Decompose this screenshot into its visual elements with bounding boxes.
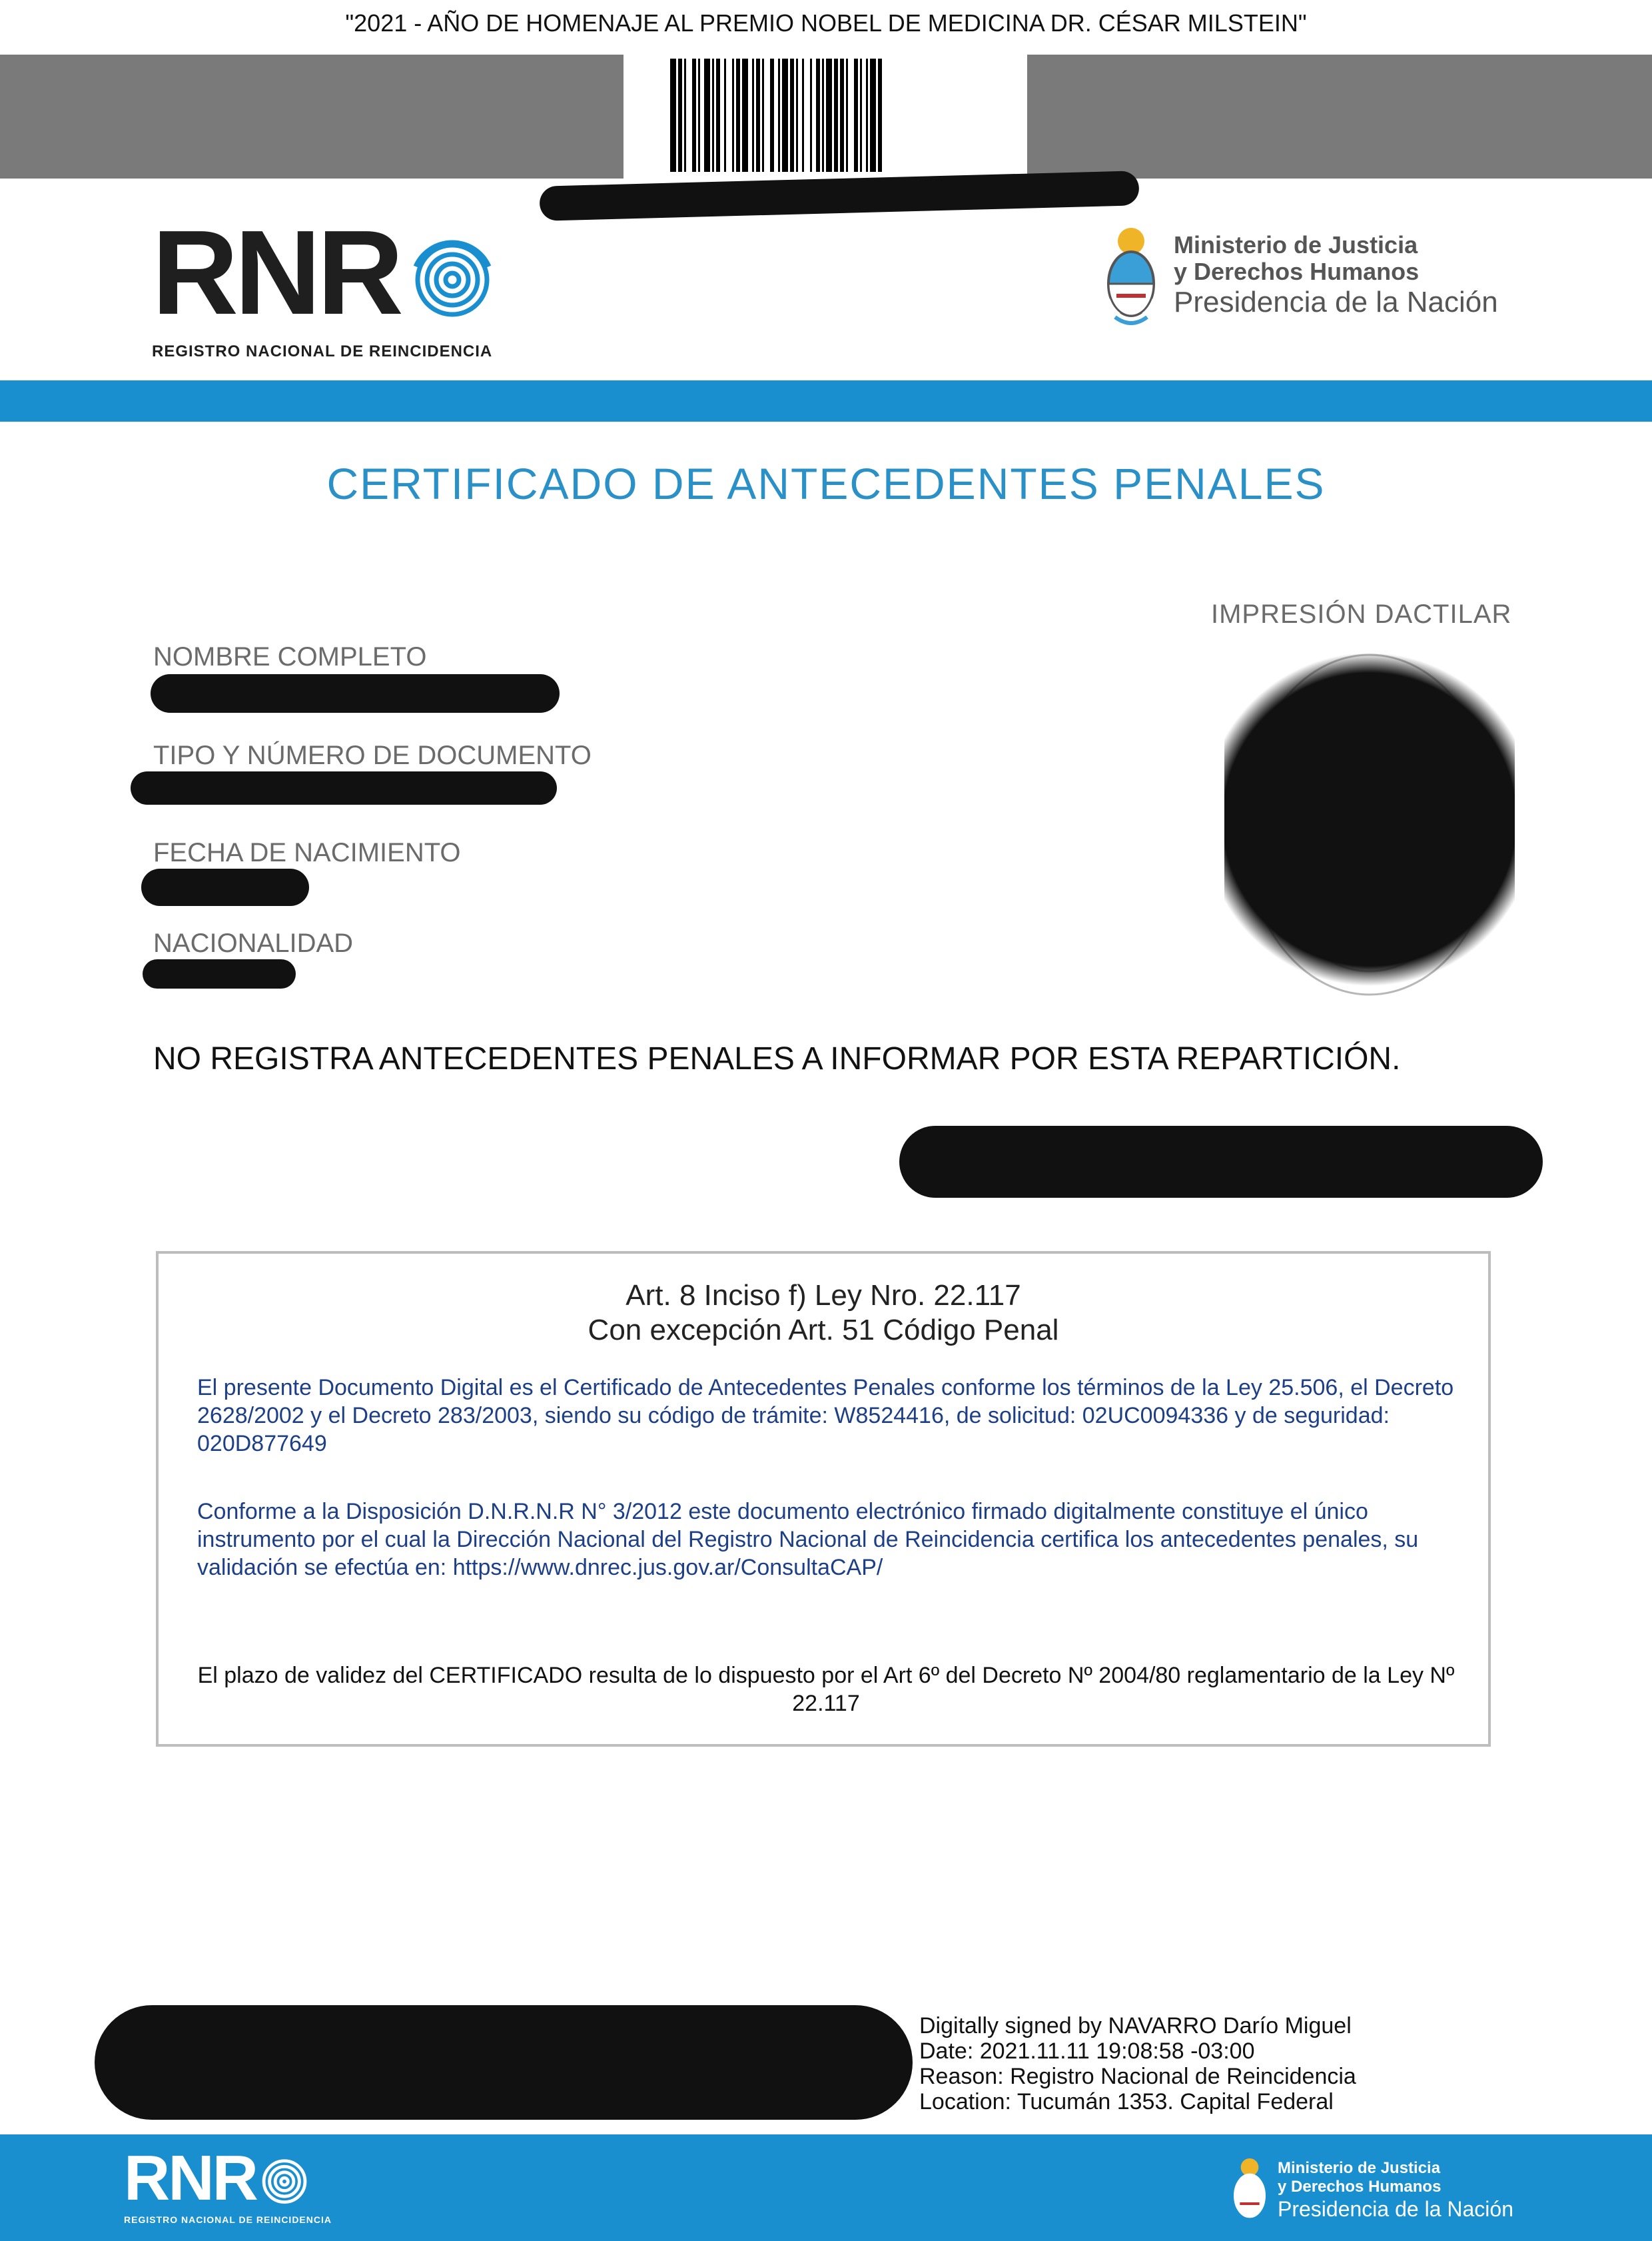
footer-fingerprint-logo-icon — [258, 2153, 311, 2206]
legal-heading-2: Con excepción Art. 51 Código Penal — [588, 1314, 1059, 1346]
footer-ministry-line-2: y Derechos Humanos — [1278, 2178, 1442, 2196]
barcode-bar — [834, 59, 838, 172]
legal-paragraph-1: El presente Documento Digital es el Certificado de Antecedentes Penales conforme los términos de la Ley 25.506, el Decreto 2628/2002 y el Decreto 283/2003, siendo su código de trámite: W8524416, de solicitud: 02UC0094336 y de seguridad: 020D877649 — [197, 1375, 1454, 1456]
barcode-bar — [870, 59, 876, 172]
barcode — [623, 55, 1027, 179]
barcode-bar — [716, 59, 720, 172]
footer-band — [0, 2134, 1652, 2241]
signature-line-1: Digitally signed by NAVARRO Darío Miguel — [919, 2013, 1352, 2038]
rnr-logo — [152, 206, 525, 360]
legal-heading-1: Art. 8 Inciso f) Ley Nro. 22.117 — [625, 1279, 1021, 1312]
barcode-bar — [704, 59, 710, 172]
validity-notice: El plazo de validez del CERTIFICADO resulta de lo dispuesto por el Art 6º del Decreto Nº 2004/80 reglamentario de la Ley Nº 22.117 — [197, 1663, 1455, 1716]
digital-signature — [919, 2013, 1356, 2114]
footer-coat-of-arms-icon — [1231, 2154, 1268, 2226]
ministry-logo — [1103, 223, 1503, 342]
barcode-bar — [860, 59, 862, 172]
barcode-bar — [692, 59, 696, 172]
coat-of-arms-icon — [1103, 223, 1159, 329]
document-title: CERTIFICADO DE ANTECEDENTES PENALES — [326, 459, 1326, 508]
barcode-bar — [816, 59, 820, 172]
barcode-bar — [678, 59, 682, 172]
barcode-bar — [840, 59, 844, 172]
result-statement: NO REGISTRA ANTECEDENTES PENALES A INFORMAR POR ESTA REPARTICIÓN. — [153, 1041, 1401, 1077]
barcode-bar — [724, 59, 726, 172]
barcode-bar — [762, 59, 764, 172]
signature-line-3: Reason: Registro Nacional de Reincidencia — [919, 2064, 1356, 2089]
barcode-bar — [756, 59, 760, 172]
legal-notice-box — [156, 1251, 1491, 1747]
barcode-bar — [822, 59, 824, 172]
ministry-line-1: Ministerio de Justicia — [1174, 231, 1418, 258]
barcode-bar — [736, 59, 740, 172]
barcode-bar — [826, 59, 832, 172]
footer-rnr-logo-subtitle: REGISTRO NACIONAL DE REINCIDENCIA — [124, 2214, 332, 2225]
barcode-bar — [778, 59, 780, 172]
barcode-bar — [854, 59, 858, 172]
barcode-bar — [790, 59, 794, 172]
ministry-line-3: Presidencia de la Nación — [1174, 286, 1498, 318]
footer-ministry-logo — [1231, 2154, 1513, 2226]
footer-ministry-line-1: Ministerio de Justicia — [1278, 2159, 1441, 2177]
barcode-bar — [712, 59, 714, 172]
barcode-bar — [878, 59, 882, 172]
barcode-bar — [770, 59, 774, 172]
barcode-bar — [670, 59, 676, 172]
field-label-document: TIPO Y NÚMERO DE DOCUMENTO — [153, 741, 592, 770]
barcode-bar — [698, 59, 700, 172]
barcode-bar — [796, 59, 798, 172]
barcode-bar — [810, 59, 812, 172]
footer-rnr-logo-text: RNR — [124, 2142, 256, 2214]
barcode-bar — [742, 59, 748, 172]
barcode-bar — [866, 59, 868, 172]
barcode-bar — [684, 59, 686, 172]
ministry-line-2: y Derechos Humanos — [1174, 258, 1420, 285]
rnr-logo-text: RNR — [152, 206, 400, 340]
barcode-bar — [846, 59, 848, 172]
field-label-birth-date: FECHA DE NACIMIENTO — [153, 838, 461, 867]
barcode-bar — [802, 59, 804, 172]
fingerprint-image — [1224, 645, 1515, 1005]
legal-paragraph-2: Conforme a la Disposición D.N.R.N.R N° 3/2012 este documento electrónico firmado digitalmente constituye el único instrumento por el cual la Dirección Nacional del Registro Nacional de Reincidencia certifica los antecedentes penales, su validación se efectúa en: https://www.dnrec.jus.gov.ar/ConsultaCAP/ — [197, 1499, 1419, 1580]
signature-line-2: Date: 2021.11.11 19:08:58 -03:00 — [919, 2038, 1255, 2064]
fingerprint-label: IMPRESIÓN DACTILAR — [1211, 600, 1512, 629]
footer-rnr-logo — [124, 2142, 332, 2225]
redacted-full-name — [151, 674, 560, 713]
fingerprint-logo-icon — [402, 226, 502, 326]
redaction-mark-bottom — [95, 2005, 913, 2120]
redaction-mark-right — [899, 1126, 1543, 1198]
barcode-bar — [782, 59, 788, 172]
redacted-document — [131, 771, 557, 805]
field-label-full-name: NOMBRE COMPLETO — [153, 642, 427, 672]
rnr-logo-subtitle: REGISTRO NACIONAL DE REINCIDENCIA — [152, 342, 493, 360]
fingerprint-icon — [1224, 645, 1515, 1005]
signature-line-4: Location: Tucumán 1353. Capital Federal — [919, 2089, 1334, 2114]
barcode-icon — [670, 59, 983, 172]
header-motto: "2021 - AÑO DE HOMENAJE AL PREMIO NOBEL DE MEDICINA DR. CÉSAR MILSTEIN" — [345, 9, 1307, 37]
footer-ministry-line-3: Presidencia de la Nación — [1278, 2197, 1513, 2221]
header-blue-band — [0, 380, 1652, 422]
barcode-bar — [732, 59, 734, 172]
barcode-bar — [752, 59, 754, 172]
redacted-birth-date — [141, 869, 309, 906]
redacted-nationality — [143, 959, 296, 989]
field-label-nationality: NACIONALIDAD — [153, 929, 354, 958]
